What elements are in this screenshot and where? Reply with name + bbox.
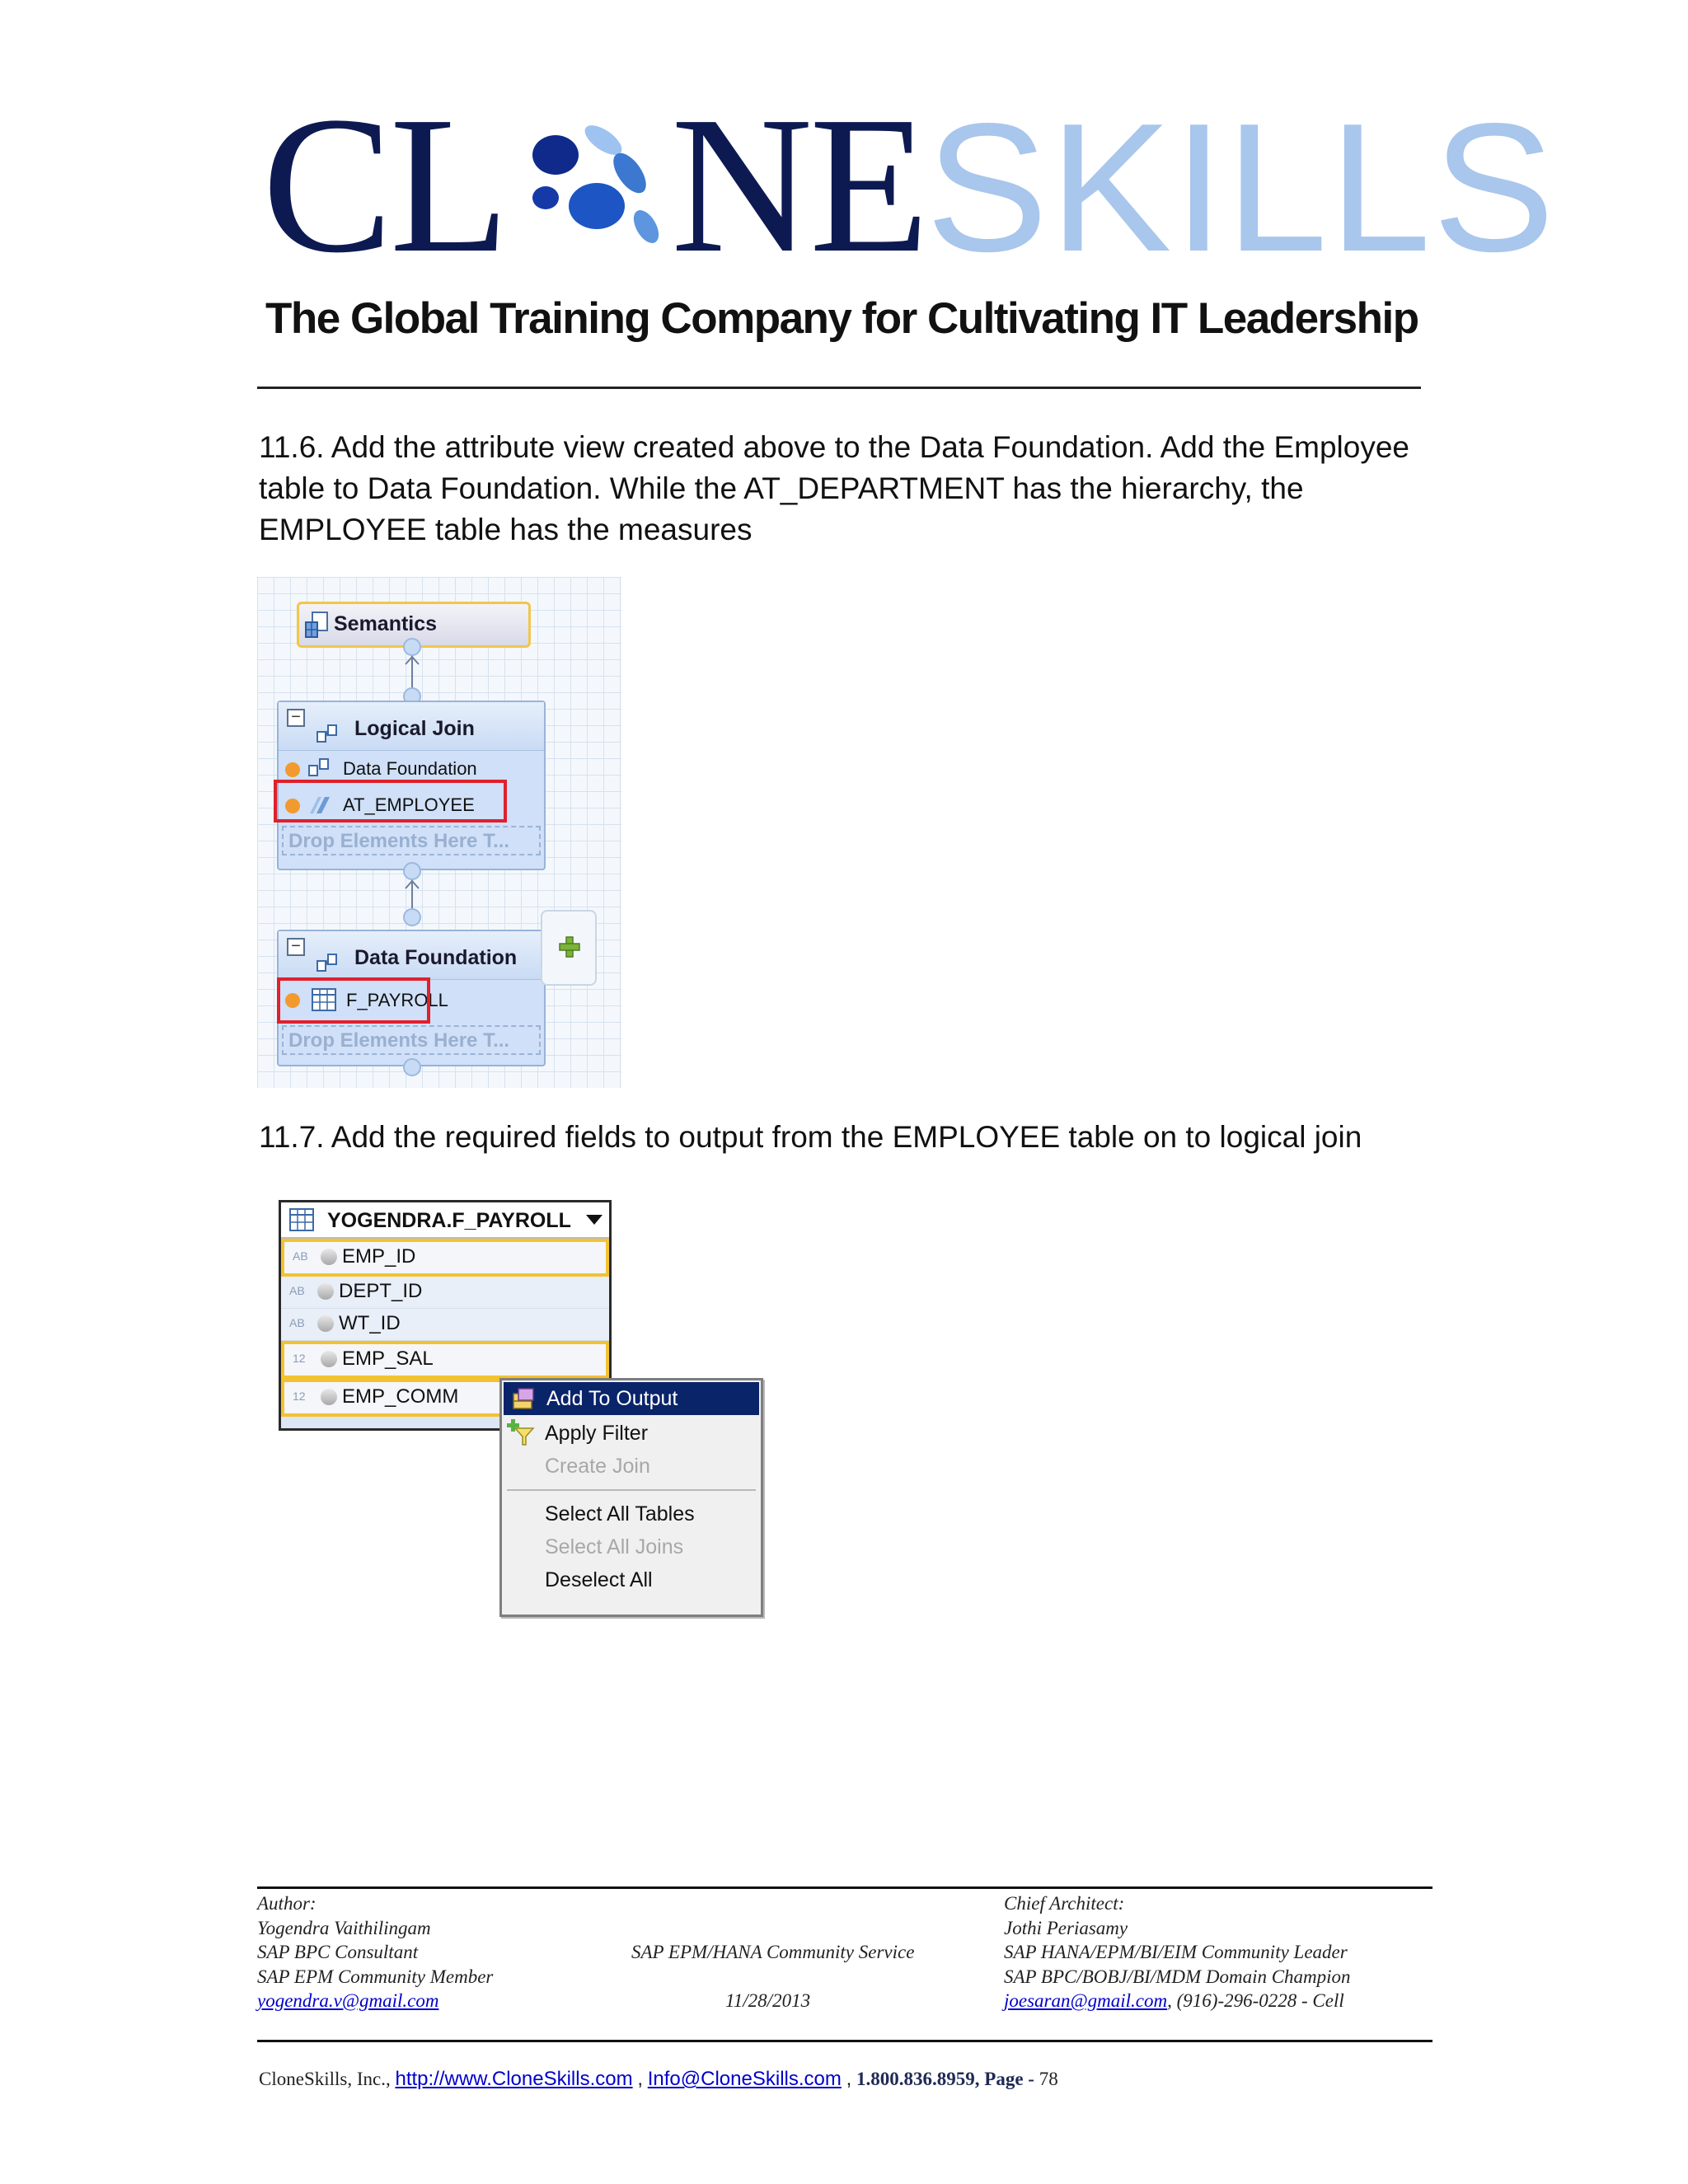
field-type-icon: 12 bbox=[293, 1390, 306, 1403]
join-icon bbox=[316, 724, 338, 743]
plus-icon bbox=[557, 935, 582, 959]
author-member: SAP EPM Community Member bbox=[257, 1966, 494, 1987]
architect-phone: , (916)-296-0228 - Cell bbox=[1167, 1990, 1344, 2011]
data-foundation-top-port[interactable] bbox=[403, 908, 421, 926]
menu-label: Deselect All bbox=[545, 1568, 653, 1591]
drop-zone[interactable]: Drop Elements Here T... bbox=[282, 1025, 541, 1055]
footer-rule-bottom bbox=[257, 2040, 1432, 2042]
item-label: Data Foundation bbox=[343, 758, 477, 779]
filter-icon bbox=[507, 1418, 537, 1448]
step-11-7-text: 11.7. Add the required fields to output from the EMPLOYEE table on to logical join bbox=[259, 1120, 1362, 1154]
menu-item-select-all-joins bbox=[502, 1530, 761, 1563]
menu-label: Apply Filter bbox=[545, 1422, 649, 1445]
company-line bbox=[259, 2068, 1058, 2091]
logo-text-skills: SKILLS bbox=[926, 86, 1557, 290]
company-name: CloneSkills, Inc., bbox=[259, 2069, 391, 2089]
menu-label: Add To Output bbox=[546, 1387, 678, 1410]
calculation-view-diagram bbox=[257, 577, 621, 1088]
field-row[interactable] bbox=[281, 1277, 609, 1309]
join-icon bbox=[308, 757, 330, 777]
service-label: SAP EPM/HANA Community Service bbox=[631, 1942, 915, 1962]
semantics-label: Semantics bbox=[334, 612, 438, 635]
logo-text-cl: CL bbox=[262, 77, 507, 293]
table-icon bbox=[289, 1208, 314, 1231]
highlight-f-payroll bbox=[277, 977, 430, 1024]
website-link[interactable]: http://www.CloneSkills.com bbox=[395, 2068, 633, 2090]
author-name: Yogendra Vaithilingam bbox=[257, 1917, 431, 1938]
author-block bbox=[257, 1891, 493, 2013]
header-rule bbox=[257, 387, 1421, 389]
menu-item-add-to-output[interactable] bbox=[504, 1382, 759, 1415]
doc-date: 11/28/2013 bbox=[725, 1990, 811, 2011]
page-number: 78 bbox=[1039, 2069, 1058, 2089]
menu-label: Select All Joins bbox=[545, 1535, 684, 1558]
field-name: WT_ID bbox=[339, 1312, 401, 1334]
field-row[interactable] bbox=[281, 1309, 609, 1341]
menu-separator bbox=[507, 1489, 756, 1491]
item-label: AT_EMPLOYEE bbox=[343, 794, 475, 815]
field-type-icon: AB bbox=[293, 1249, 308, 1263]
menu-label: Select All Tables bbox=[545, 1502, 695, 1526]
semantics-port[interactable] bbox=[403, 638, 421, 656]
column-icon bbox=[317, 1315, 334, 1332]
cloneskills-logo bbox=[262, 77, 1557, 293]
column-icon bbox=[321, 1389, 337, 1405]
dropdown-arrow-icon[interactable] bbox=[586, 1215, 603, 1225]
architect-name: Jothi Periasamy bbox=[1004, 1917, 1128, 1938]
separator: , bbox=[846, 2068, 852, 2090]
logical-join-header bbox=[279, 702, 544, 751]
semantics-icon bbox=[304, 611, 329, 640]
data-foundation-header bbox=[279, 931, 544, 980]
table-header[interactable] bbox=[281, 1202, 609, 1239]
column-icon bbox=[321, 1351, 337, 1367]
arrow-up-icon bbox=[405, 879, 420, 890]
collapse-button[interactable]: − bbox=[287, 709, 305, 727]
add-node-tab[interactable] bbox=[541, 910, 597, 986]
highlight-at-employee bbox=[274, 780, 507, 823]
logical-join-title: Logical Join bbox=[354, 717, 475, 740]
field-row[interactable] bbox=[281, 1239, 609, 1277]
field-name: EMP_COMM bbox=[342, 1385, 459, 1408]
data-foundation-title: Data Foundation bbox=[354, 946, 518, 969]
field-type-icon: AB bbox=[289, 1284, 305, 1297]
tagline: The Global Training Company for Cultivating IT Leadership bbox=[265, 294, 1418, 343]
menu-item-deselect-all[interactable] bbox=[502, 1563, 761, 1596]
separator: , bbox=[637, 2068, 643, 2090]
context-menu bbox=[499, 1378, 763, 1617]
footer-rule-top bbox=[257, 1886, 1432, 1889]
menu-item-select-all-tables[interactable] bbox=[502, 1497, 761, 1530]
architect-role-2: SAP BPC/BOBJ/BI/MDM Domain Champion bbox=[1004, 1966, 1351, 1987]
collapse-button[interactable]: − bbox=[287, 938, 305, 956]
join-icon bbox=[316, 953, 338, 972]
field-name: EMP_SAL bbox=[342, 1347, 434, 1370]
menu-label: Create Join bbox=[545, 1455, 650, 1478]
author-role: SAP BPC Consultant bbox=[257, 1942, 419, 1962]
info-email-link[interactable]: Info@CloneSkills.com bbox=[647, 2068, 842, 2090]
architect-email-link[interactable]: joesaran@gmail.com bbox=[1004, 1990, 1168, 2011]
table-title: YOGENDRA.F_PAYROLL bbox=[327, 1209, 571, 1232]
architect-block bbox=[1004, 1891, 1351, 2013]
item-label: F_PAYROLL bbox=[346, 990, 448, 1010]
add-output-icon bbox=[510, 1387, 535, 1410]
field-name: EMP_ID bbox=[342, 1245, 416, 1268]
logical-join-bottom-port[interactable] bbox=[403, 862, 421, 880]
logo-text-ne: NE bbox=[671, 77, 926, 293]
menu-item-apply-filter[interactable] bbox=[502, 1417, 761, 1450]
step-11-6-text: 11.6. Add the attribute view created above to the Data Foundation. Add the Employee table to Data Foundation. While the AT_DEPARTMENT has the hierarchy, the EMPLOYEE table has the measures bbox=[259, 430, 1409, 546]
field-row[interactable] bbox=[281, 1341, 609, 1379]
column-icon bbox=[317, 1283, 334, 1300]
author-label: Author: bbox=[257, 1893, 316, 1914]
field-type-icon: AB bbox=[289, 1316, 305, 1329]
architect-label: Chief Architect: bbox=[1004, 1893, 1125, 1914]
status-dot-icon bbox=[285, 762, 300, 777]
phone-page: 1.800.836.8959, Page - bbox=[856, 2069, 1034, 2089]
logo-orbs-icon bbox=[506, 115, 671, 255]
column-icon bbox=[321, 1249, 337, 1265]
author-email-link[interactable]: yogendra.v@gmail.com bbox=[257, 1990, 439, 2011]
field-name: DEPT_ID bbox=[339, 1280, 423, 1302]
field-type-icon: 12 bbox=[293, 1352, 306, 1365]
arrow-up-icon bbox=[405, 654, 420, 666]
drop-zone[interactable]: Drop Elements Here T... bbox=[282, 826, 541, 855]
menu-item-create-join bbox=[502, 1450, 761, 1483]
architect-role-1: SAP HANA/EPM/BI/EIM Community Leader bbox=[1004, 1942, 1348, 1962]
data-foundation-bottom-port[interactable] bbox=[403, 1058, 421, 1076]
